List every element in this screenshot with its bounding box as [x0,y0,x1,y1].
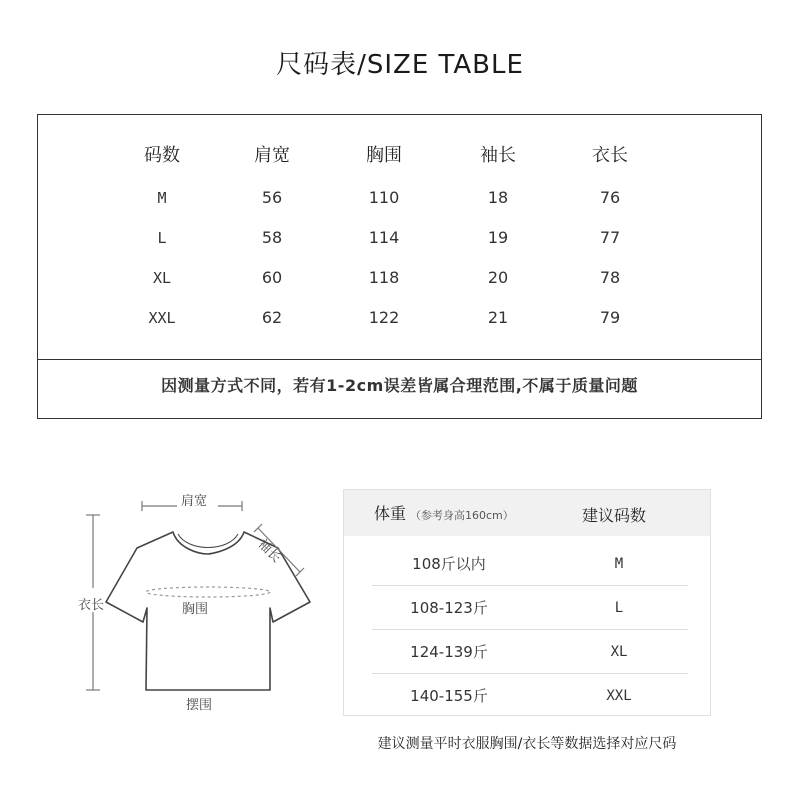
size-table [37,114,762,419]
length-label: 衣长 [78,598,105,613]
table-cell: M [157,189,167,207]
table-cell: 60 [261,268,283,287]
weight-cell: 124-139斤 [410,643,488,661]
chest-label: 胸围 [182,602,209,617]
table-cell: XL [152,269,172,287]
table-cell: 58 [261,228,283,247]
table-row [38,183,761,213]
size-header: 建议码数 [582,506,647,525]
column-header: 袖长 [480,145,516,166]
size-cell: XL [610,644,628,660]
table-cell: 18 [487,188,509,207]
column-header: 胸围 [366,145,402,166]
table-cell: 21 [487,308,509,327]
hem-label: 摆围 [186,698,213,713]
table-row [344,630,710,674]
table-cell: 62 [261,308,283,327]
table-cell: XXL [148,309,176,327]
measurement-note: 因测量方式不同，若有1-2cm误差皆属合理范围,不属于质量问题 [161,376,638,395]
table-cell: 79 [599,308,621,327]
table-row [38,303,761,333]
weight-cell: 108斤以内 [412,555,486,573]
weight-header: 体重 （参考身高160cm） [374,504,514,523]
sleeve-label: 袖长 [254,536,284,566]
table-row [38,223,761,253]
table-cell: 20 [487,268,509,287]
weight-size-table [343,489,711,716]
weight-cell: 108-123斤 [410,599,488,617]
table-cell: 118 [368,268,400,287]
weight-cell: 140-155斤 [410,687,488,705]
table-cell: 114 [368,228,400,247]
weight-table-header [344,490,710,536]
tshirt-diagram [70,480,330,720]
column-header: 衣长 [592,145,628,166]
height-reference-note: （参考身高160cm） [410,509,514,522]
table-cell: L [157,229,167,247]
table-row [344,586,710,630]
table-cell: 78 [599,268,621,287]
table-cell: 110 [368,188,400,207]
page-title: 尺码表/SIZE TABLE [276,50,524,80]
table-cell: 56 [261,188,283,207]
size-cell: XXL [606,688,632,704]
table-divider [38,359,761,360]
table-cell: 19 [487,228,509,247]
shoulder-label: 肩宽 [181,494,208,509]
column-header: 肩宽 [254,145,290,166]
table-row [344,542,710,586]
footer-note: 建议测量平时衣服胸围/衣长等数据选择对应尺码 [377,736,677,752]
size-cell: L [614,600,624,616]
column-header: 码数 [144,145,180,166]
table-cell: 122 [368,308,400,327]
table-cell: 77 [599,228,621,247]
table-row [38,263,761,293]
size-cell: M [614,556,624,572]
size-table-header [38,141,761,171]
table-cell: 76 [599,188,621,207]
table-row [344,674,710,718]
